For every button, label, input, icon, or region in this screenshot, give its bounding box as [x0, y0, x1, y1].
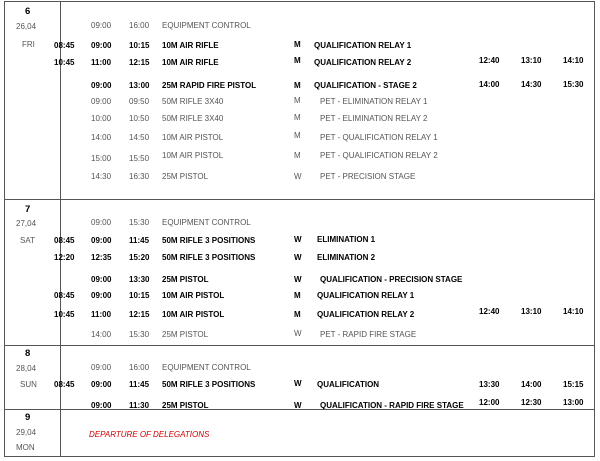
gender: M [294, 113, 301, 122]
event-name: 10M AIR RIFLE [162, 41, 219, 50]
gender: W [294, 329, 302, 338]
end-time: 15:20 [129, 253, 150, 262]
event-name: 10M AIR PISTOL [162, 151, 224, 160]
day-number: 9 [25, 412, 31, 423]
phase: PET - PRECISION STAGE [320, 172, 416, 181]
event-name: 50M RIFLE 3X40 [162, 114, 224, 123]
day-weekday: FRI [22, 40, 35, 49]
final-time-1: 12:40 [479, 307, 500, 316]
day-weekday: MON [16, 443, 35, 452]
day-date: 28,04 [16, 364, 37, 373]
final-time-2: 12:30 [521, 398, 542, 407]
gender: W [294, 401, 302, 410]
gender: M [294, 151, 301, 160]
day-block [4, 345, 595, 410]
end-time: 11:45 [129, 380, 150, 389]
phase: QUALIFICATION RELAY 2 [314, 58, 412, 67]
start-time: 09:00 [91, 218, 112, 227]
phase: ELIMINATION 1 [317, 235, 376, 244]
phase: PET - RAPID FIRE STAGE [320, 330, 417, 339]
start-time: 14:00 [91, 330, 112, 339]
day-block [4, 409, 595, 457]
final-time-2: 13:10 [521, 56, 542, 65]
end-time: 10:15 [129, 291, 150, 300]
prep-time: 10:45 [54, 310, 75, 319]
prep-time: 08:45 [54, 291, 75, 300]
phase: PET - ELIMINATION RELAY 2 [320, 114, 428, 123]
end-time: 12:15 [129, 58, 150, 67]
event-name: 50M RIFLE 3X40 [162, 97, 224, 106]
gender: M [294, 40, 301, 49]
gender: M [294, 310, 301, 319]
final-time-1: 13:30 [479, 380, 500, 389]
final-time-2: 14:00 [521, 380, 542, 389]
end-time: 13:00 [129, 81, 150, 90]
final-time-2: 14:30 [521, 80, 542, 89]
day-number: 6 [25, 6, 31, 17]
event-name: 25M PISTOL [162, 172, 209, 181]
end-time: 16:00 [129, 363, 150, 372]
prep-time: 08:45 [54, 41, 75, 50]
event-name: EQUIPMENT CONTROL [162, 363, 251, 372]
start-time: 09:00 [91, 236, 112, 245]
phase: QUALIFICATION - STAGE 2 [314, 81, 417, 90]
day-block [4, 199, 595, 346]
final-time-1: 12:40 [479, 56, 500, 65]
phase: QUALIFICATION RELAY 2 [317, 310, 415, 319]
final-time-1: 14:00 [479, 80, 500, 89]
gender: M [294, 291, 301, 300]
prep-time: 08:45 [54, 236, 75, 245]
start-time: 11:00 [91, 310, 112, 319]
event-name: 25M PISTOL [162, 401, 209, 410]
day-weekday: SAT [20, 236, 35, 245]
start-time: 12:35 [91, 253, 112, 262]
end-time: 11:30 [129, 401, 150, 410]
final-time-3: 13:00 [563, 398, 584, 407]
end-time: 15:50 [129, 154, 150, 163]
prep-time: 08:45 [54, 380, 75, 389]
final-time-3: 15:15 [563, 380, 584, 389]
day-date: 27,04 [16, 219, 37, 228]
event-name: 10M AIR PISTOL [162, 310, 225, 319]
start-time: 09:00 [91, 97, 112, 106]
gender: M [294, 56, 301, 65]
end-time: 14:50 [129, 133, 150, 142]
event-name: 50M RIFLE 3 POSITIONS [162, 253, 256, 262]
event-name: 25M RAPID FIRE PISTOL [162, 81, 257, 90]
phase: QUALIFICATION RELAY 1 [314, 41, 412, 50]
gender: M [294, 81, 301, 90]
event-name: 50M RIFLE 3 POSITIONS [162, 236, 256, 245]
phase: QUALIFICATION [317, 380, 380, 389]
start-time: 09:00 [91, 291, 112, 300]
start-time: 14:00 [91, 133, 112, 142]
final-time-3: 14:10 [563, 307, 584, 316]
end-time: 11:45 [129, 236, 150, 245]
day-number: 7 [25, 204, 31, 215]
end-time: 15:30 [129, 330, 150, 339]
phase: QUALIFICATION RELAY 1 [317, 291, 415, 300]
start-time: 14:30 [91, 172, 112, 181]
final-time-3: 15:30 [563, 80, 584, 89]
phase: PET - QUALIFICATION RELAY 2 [320, 151, 438, 160]
gender: W [294, 172, 302, 181]
end-time: 13:30 [129, 275, 150, 284]
event-name: 10M AIR RIFLE [162, 58, 219, 67]
day-weekday: SUN [20, 380, 37, 389]
phase: QUALIFICATION - PRECISION STAGE [320, 275, 463, 284]
phase: ELIMINATION 2 [317, 253, 376, 262]
start-time: 09:00 [91, 275, 112, 284]
start-time: 09:00 [91, 41, 112, 50]
end-time: 16:00 [129, 21, 150, 30]
start-time: 09:00 [91, 401, 112, 410]
departure-note: DEPARTURE OF DELEGATIONS [89, 430, 210, 439]
start-time: 09:00 [91, 380, 112, 389]
event-name: 10M AIR PISTOL [162, 291, 225, 300]
end-time: 12:15 [129, 310, 150, 319]
final-time-3: 14:10 [563, 56, 584, 65]
end-time: 15:30 [129, 218, 150, 227]
end-time: 10:50 [129, 114, 150, 123]
end-time: 10:15 [129, 41, 150, 50]
gender: W [294, 379, 302, 388]
phase: QUALIFICATION - RAPID FIRE STAGE [320, 401, 464, 410]
gender: W [294, 235, 302, 244]
end-time: 09:50 [129, 97, 150, 106]
prep-time: 12:20 [54, 253, 75, 262]
end-time: 16:30 [129, 172, 150, 181]
event-name: EQUIPMENT CONTROL [162, 218, 251, 227]
event-name: 25M PISTOL [162, 275, 209, 284]
start-time: 09:00 [91, 21, 112, 30]
final-time-2: 13:10 [521, 307, 542, 316]
start-time: 10:00 [91, 114, 112, 123]
event-name: 50M RIFLE 3 POSITIONS [162, 380, 256, 389]
final-time-1: 12:00 [479, 398, 500, 407]
gender: M [294, 96, 301, 105]
day-block [4, 1, 595, 200]
day-date: 26,04 [16, 22, 37, 31]
day-number: 8 [25, 348, 31, 359]
gender: W [294, 275, 302, 284]
event-name: EQUIPMENT CONTROL [162, 21, 251, 30]
phase: PET - ELIMINATION RELAY 1 [320, 97, 428, 106]
prep-time: 10:45 [54, 58, 75, 67]
event-name: 25M PISTOL [162, 330, 209, 339]
gender: W [294, 253, 302, 262]
start-time: 11:00 [91, 58, 112, 67]
start-time: 09:00 [91, 81, 112, 90]
schedule-sheet [4, 1, 595, 457]
day-date: 29,04 [16, 428, 37, 437]
start-time: 09:00 [91, 363, 112, 372]
phase: PET - QUALIFICATION RELAY 1 [320, 133, 438, 142]
start-time: 15:00 [91, 154, 112, 163]
event-name: 10M AIR PISTOL [162, 133, 224, 142]
gender: M [294, 131, 301, 140]
